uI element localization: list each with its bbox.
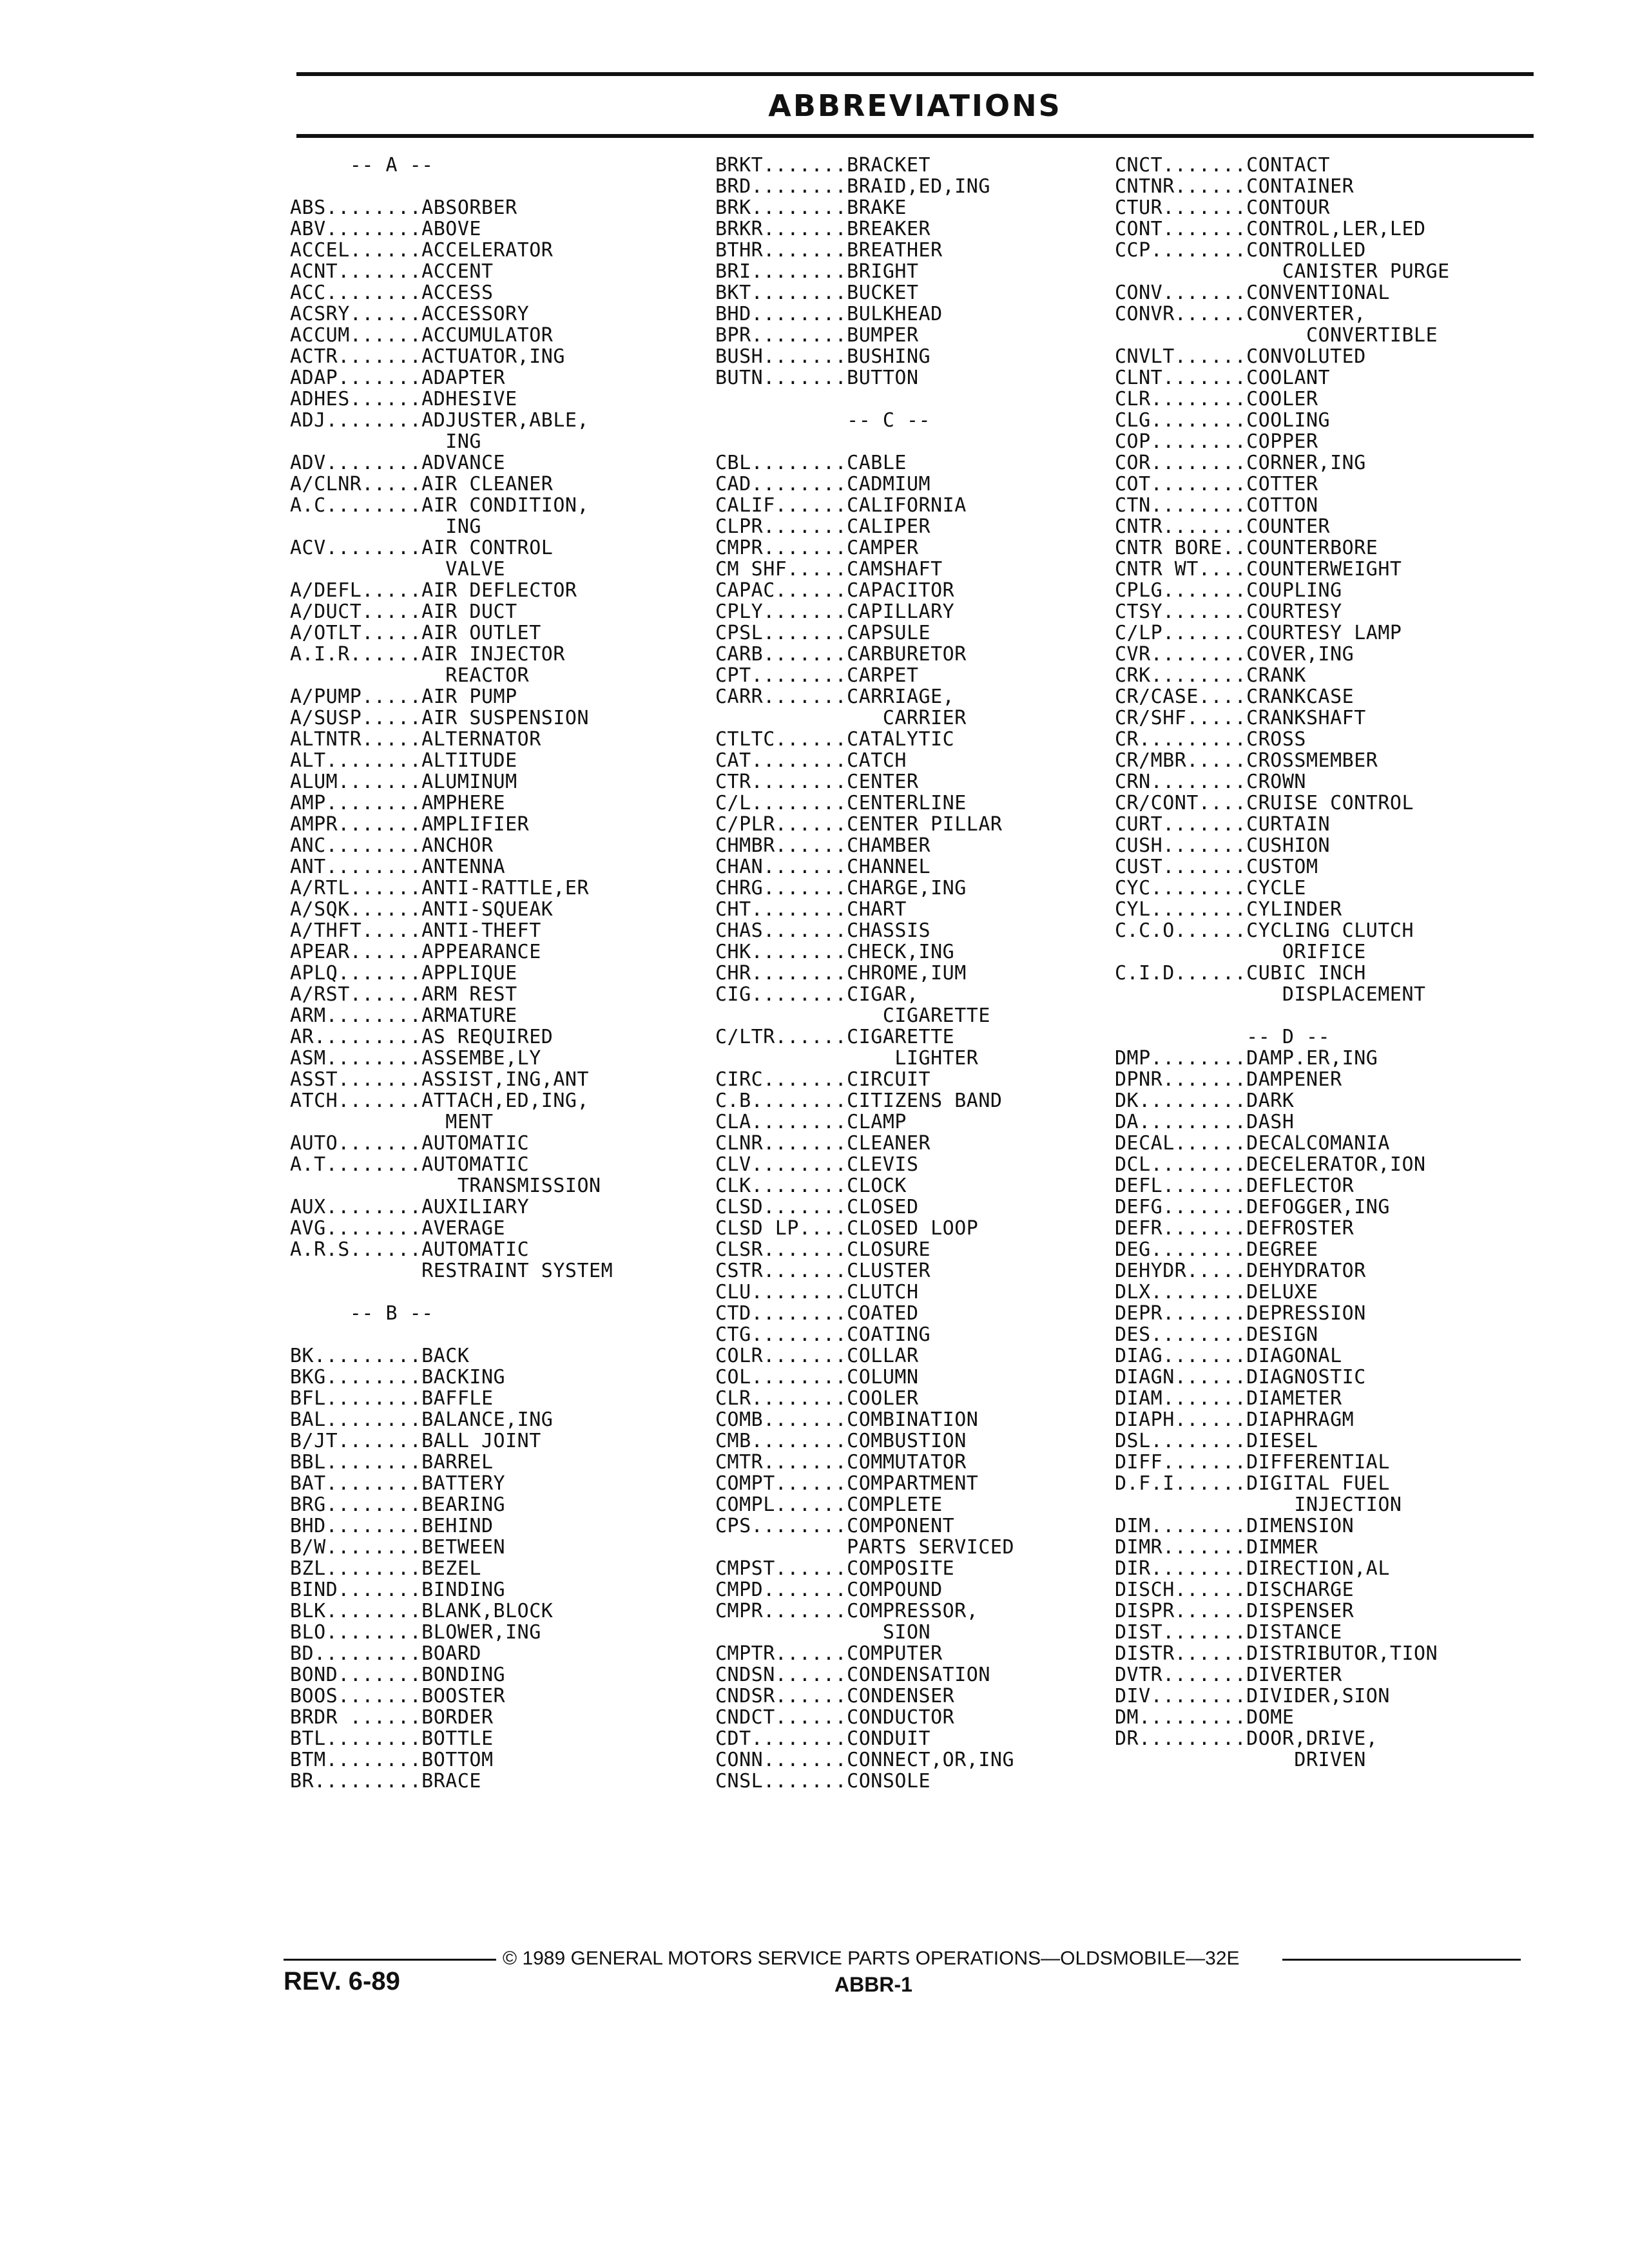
abbreviation-entry: DISCH......DISCHARGE xyxy=(1115,1579,1354,1601)
abbreviation-entry: CLNR.......CLEANER xyxy=(715,1132,931,1155)
abbreviation-entry: CONV.......CONVENTIONAL xyxy=(1115,282,1390,304)
abbreviation-entry: TRANSMISSION xyxy=(290,1175,601,1197)
abbreviation-entry: ADV........ADVANCE xyxy=(290,452,506,474)
abbreviation-entry: A/RST......ARM REST xyxy=(290,983,517,1006)
abbreviation-entry: DVTR.......DIVERTER xyxy=(1115,1664,1342,1686)
abbreviation-entry: BR.........BRACE xyxy=(290,1770,481,1792)
abbreviation-entry: MENT xyxy=(290,1111,494,1133)
abbreviation-entry: CNTNR......CONTAINER xyxy=(1115,175,1354,198)
abbreviation-entry: D.F.I......DIGITAL FUEL xyxy=(1115,1472,1390,1495)
abbreviation-entry: AVG........AVERAGE xyxy=(290,1217,506,1240)
abbreviation-entry: CNCT.......CONTACT xyxy=(1115,154,1331,177)
abbreviation-entry: COMB.......COMBINATION xyxy=(715,1408,979,1431)
abbreviation-entry: INJECTION xyxy=(1115,1494,1402,1516)
abbreviation-entry: CLV........CLEVIS xyxy=(715,1153,919,1176)
abbreviation-entry: CLR........COOLER xyxy=(1115,388,1318,410)
abbreviation-entry: ASST.......ASSIST,ING,ANT xyxy=(290,1068,590,1091)
abbreviation-entry: CNTR WT....COUNTERWEIGHT xyxy=(1115,558,1402,581)
abbreviation-entry: DIAPH......DIAPHRAGM xyxy=(1115,1408,1354,1431)
abbreviation-entry: CONN.......CONNECT,OR,ING xyxy=(715,1749,1015,1771)
abbreviation-entry: BRD........BRAID,ED,ING xyxy=(715,175,990,198)
page-title: ABBREVIATIONS xyxy=(768,88,1062,123)
abbreviation-entry: LIGHTER xyxy=(715,1047,979,1070)
abbreviation-entry: BD.........BOARD xyxy=(290,1642,481,1665)
abbreviation-entry: BRG........BEARING xyxy=(290,1494,506,1516)
abbreviation-entry: A.T........AUTOMATIC xyxy=(290,1153,530,1176)
abbreviation-entry: A/DEFL.....AIR DEFLECTOR xyxy=(290,579,577,602)
abbreviation-entry: A.R.S......AUTOMATIC xyxy=(290,1238,530,1261)
abbreviation-entry: AMP........AMPHERE xyxy=(290,792,506,814)
section-heading: -- B -- xyxy=(290,1302,434,1325)
abbreviation-entry: ASM........ASSEMBE,LY xyxy=(290,1047,541,1070)
abbreviation-entry: B/JT.......BALL JOINT xyxy=(290,1430,541,1452)
abbreviation-entry: BZL........BEZEL xyxy=(290,1557,481,1580)
abbreviation-entry: BTL........BOTTLE xyxy=(290,1727,494,1750)
abbreviation-entry: DEG........DEGREE xyxy=(1115,1238,1318,1261)
abbreviation-entry: CUST.......CUSTOM xyxy=(1115,856,1318,878)
abbreviation-entry: BPR........BUMPER xyxy=(715,324,919,347)
abbreviation-entry: CNTR BORE..COUNTERBORE xyxy=(1115,537,1378,559)
abbreviation-entry: DIAG.......DIAGONAL xyxy=(1115,1345,1342,1367)
abbreviation-entry: CUSH.......CUSHION xyxy=(1115,834,1331,857)
abbreviation-entry: CHAN.......CHANNEL xyxy=(715,856,931,878)
abbreviation-entry: CAPAC......CAPACITOR xyxy=(715,579,955,602)
abbreviation-entry: COLR.......COLLAR xyxy=(715,1345,919,1367)
section-heading: -- D -- xyxy=(1115,1026,1331,1048)
abbreviation-entry: DISTR......DISTRIBUTOR,TION xyxy=(1115,1642,1438,1665)
abbreviation-entry: CMPTR......COMPUTER xyxy=(715,1642,943,1665)
abbreviation-entry: A/DUCT.....AIR DUCT xyxy=(290,601,517,623)
abbreviation-entry: AUX........AUXILIARY xyxy=(290,1196,530,1218)
abbreviation-entry: CMPST......COMPOSITE xyxy=(715,1557,955,1580)
abbreviation-entry: ABS........ABSORBER xyxy=(290,197,517,219)
abbreviation-entry: ORIFICE xyxy=(1115,941,1366,963)
abbreviation-entry: ACNT.......ACCENT xyxy=(290,260,494,283)
abbreviation-entry: CTD........COATED xyxy=(715,1302,919,1325)
abbreviation-entry: PARTS SERVICED xyxy=(715,1536,1015,1559)
abbreviation-entry: CNDSN......CONDENSATION xyxy=(715,1664,990,1686)
abbreviation-entry: DA.........DASH xyxy=(1115,1111,1295,1133)
abbreviation-entry: CLPR.......CALIPER xyxy=(715,515,931,538)
abbreviation-entry: BKG........BACKING xyxy=(290,1366,506,1389)
abbreviation-entry: CM SHF.....CAMSHAFT xyxy=(715,558,943,581)
abbreviation-entry: CONT.......CONTROL,LER,LED xyxy=(1115,218,1426,240)
abbreviation-entry: CIG........CIGAR, xyxy=(715,983,919,1006)
abbreviation-entry: CMTR.......COMMUTATOR xyxy=(715,1451,967,1474)
abbreviation-entry: AR.........AS REQUIRED xyxy=(290,1026,554,1048)
abbreviation-entry: AMPR.......AMPLIFIER xyxy=(290,813,530,836)
abbreviation-entry: ADAP.......ADAPTER xyxy=(290,367,506,389)
title-rule xyxy=(296,134,1534,138)
abbreviation-entry: CALIF......CALIFORNIA xyxy=(715,494,967,517)
abbreviation-entry: CIRC.......CIRCUIT xyxy=(715,1068,931,1091)
section-heading: -- A -- xyxy=(290,154,434,177)
abbreviation-entry: BOND.......BONDING xyxy=(290,1664,506,1686)
abbreviation-entry: BK.........BACK xyxy=(290,1345,470,1367)
abbreviation-entry: REACTOR xyxy=(290,664,530,687)
abbreviation-entry: ACTR.......ACTUATOR,ING xyxy=(290,345,565,368)
abbreviation-entry: BTHR.......BREATHER xyxy=(715,239,943,262)
abbreviation-entry: CHRG.......CHARGE,ING xyxy=(715,877,967,899)
abbreviation-entry: C/PLR......CENTER PILLAR xyxy=(715,813,1003,836)
abbreviation-entry: CLSR.......CLOSURE xyxy=(715,1238,931,1261)
abbreviation-entry: BOOS.......BOOSTER xyxy=(290,1685,506,1707)
abbreviation-entry: CNDSR......CONDENSER xyxy=(715,1685,955,1707)
footer-rule-left xyxy=(284,1959,496,1961)
abbreviation-entry: BBL........BARREL xyxy=(290,1451,494,1474)
abbreviation-entry: CARR.......CARRIAGE, xyxy=(715,686,955,708)
abbreviation-entry: CMPD.......COMPOUND xyxy=(715,1579,943,1601)
abbreviation-entry: CHT........CHART xyxy=(715,898,907,921)
abbreviation-entry: A.C........AIR CONDITION, xyxy=(290,494,590,517)
abbreviation-entry: CTSY.......COURTESY xyxy=(1115,601,1342,623)
abbreviation-entry: CLSD.......CLOSED xyxy=(715,1196,919,1218)
abbreviation-entry: ING xyxy=(290,515,481,538)
abbreviation-entry: A/SUSP.....AIR SUSPENSION xyxy=(290,707,590,729)
abbreviation-entry: CLG........COOLING xyxy=(1115,409,1331,432)
abbreviation-entry: CR.........CROSS xyxy=(1115,728,1306,751)
abbreviation-entry: BLK........BLANK,BLOCK xyxy=(290,1600,554,1622)
abbreviation-entry: BAT........BATTERY xyxy=(290,1472,506,1495)
abbreviation-entry: COMPT......COMPARTMENT xyxy=(715,1472,979,1495)
abbreviation-entry: ANC........ANCHOR xyxy=(290,834,494,857)
abbreviation-entry: CR/CONT....CRUISE CONTROL xyxy=(1115,792,1414,814)
abbreviation-entry: DIAM.......DIAMETER xyxy=(1115,1387,1342,1410)
abbreviation-entry: CNDCT......CONDUCTOR xyxy=(715,1706,955,1729)
abbreviation-entry: COT........COTTER xyxy=(1115,473,1318,495)
abbreviation-entry: DECAL......DECALCOMANIA xyxy=(1115,1132,1390,1155)
column-1 xyxy=(290,155,613,1792)
abbreviation-entry: COR........CORNER,ING xyxy=(1115,452,1366,474)
abbreviation-entry: DLX........DELUXE xyxy=(1115,1281,1318,1303)
abbreviation-entry: ACV........AIR CONTROL xyxy=(290,537,554,559)
abbreviation-entry: CTN........COTTON xyxy=(1115,494,1318,517)
abbreviation-entry: BUTN.......BUTTON xyxy=(715,367,919,389)
blank-line xyxy=(290,1324,613,1345)
abbreviation-entry: CRK........CRANK xyxy=(1115,664,1306,687)
abbreviation-entry: A/CLNR.....AIR CLEANER xyxy=(290,473,554,495)
abbreviation-entry: CR/SHF.....CRANKSHAFT xyxy=(1115,707,1366,729)
abbreviation-entry: CCP........CONTROLLED xyxy=(1115,239,1366,262)
abbreviation-entry: CLNT.......COOLANT xyxy=(1115,367,1331,389)
abbreviation-entry: B/W........BETWEEN xyxy=(290,1536,506,1559)
abbreviation-entry: C/LP.......COURTESY LAMP xyxy=(1115,622,1402,644)
abbreviation-entry: BRK........BRAKE xyxy=(715,197,907,219)
abbreviation-entry: DIST.......DISTANCE xyxy=(1115,1621,1342,1644)
blank-line xyxy=(1115,1005,1450,1026)
abbreviation-entry: CAT........CATCH xyxy=(715,749,907,772)
abbreviation-entry: BTM........BOTTOM xyxy=(290,1749,494,1771)
abbreviation-entry: C/LTR......CIGARETTE xyxy=(715,1026,955,1048)
abbreviation-entry: CHR........CHROME,IUM xyxy=(715,962,967,985)
abbreviation-entry: ING xyxy=(290,430,481,453)
abbreviation-entry: CPT........CARPET xyxy=(715,664,919,687)
abbreviation-entry: CDT........CONDUIT xyxy=(715,1727,931,1750)
abbreviation-entry: AUTO.......AUTOMATIC xyxy=(290,1132,530,1155)
abbreviation-entry: CSTR.......CLUSTER xyxy=(715,1260,931,1282)
abbreviation-entry: BAL........BALANCE,ING xyxy=(290,1408,554,1431)
abbreviation-entry: CLR........COOLER xyxy=(715,1387,919,1410)
abbreviation-entry: DIMR.......DIMMER xyxy=(1115,1536,1318,1559)
abbreviation-entry: ACC........ACCESS xyxy=(290,282,494,304)
abbreviation-entry: DPNR.......DAMPENER xyxy=(1115,1068,1342,1091)
abbreviation-entry: BRKR.......BREAKER xyxy=(715,218,931,240)
abbreviation-entry: APLQ.......APPLIQUE xyxy=(290,962,517,985)
abbreviation-entry: DK.........DARK xyxy=(1115,1090,1295,1112)
abbreviation-entry: BHD........BEHIND xyxy=(290,1515,494,1537)
abbreviation-entry: CTLTC......CATALYTIC xyxy=(715,728,955,751)
abbreviation-entry: BRKT.......BRACKET xyxy=(715,154,931,177)
abbreviation-entry: DEHYDR.....DEHYDRATOR xyxy=(1115,1260,1366,1282)
abbreviation-entry: DIV........DIVIDER,SION xyxy=(1115,1685,1390,1707)
abbreviation-entry: DM.........DOME xyxy=(1115,1706,1295,1729)
abbreviation-entry: BLO........BLOWER,ING xyxy=(290,1621,541,1644)
abbreviation-entry: BRI........BRIGHT xyxy=(715,260,919,283)
abbreviation-entry: BRDR ......BORDER xyxy=(290,1706,494,1729)
abbreviation-entry: DIM........DIMENSION xyxy=(1115,1515,1354,1537)
blank-line xyxy=(715,389,1014,410)
abbreviation-entry: APEAR......APPEARANCE xyxy=(290,941,541,963)
abbreviation-entry: BUSH.......BUSHING xyxy=(715,345,931,368)
revision-label: REV. 6-89 xyxy=(284,1967,400,1995)
abbreviation-entry: CLSD LP....CLOSED LOOP xyxy=(715,1217,979,1240)
abbreviation-entry: C.B........CITIZENS BAND xyxy=(715,1090,1003,1112)
abbreviation-entry: CR/CASE....CRANKCASE xyxy=(1115,686,1354,708)
blank-line xyxy=(715,431,1014,452)
abbreviation-entry: ALTNTR.....ALTERNATOR xyxy=(290,728,541,751)
abbreviation-entry: CIGARETTE xyxy=(715,1004,990,1027)
abbreviation-entry: COL........COLUMN xyxy=(715,1366,919,1389)
abbreviation-entry: ADJ........ADJUSTER,ABLE, xyxy=(290,409,590,432)
abbreviation-entry: BIND.......BINDING xyxy=(290,1579,506,1601)
abbreviation-entry: COMPL......COMPLETE xyxy=(715,1494,943,1516)
abbreviation-entry: CHAS.......CHASSIS xyxy=(715,919,931,942)
abbreviation-entry: CANISTER PURGE xyxy=(1115,260,1450,283)
abbreviation-entry: ANT........ANTENNA xyxy=(290,856,506,878)
abbreviation-entry: RESTRAINT SYSTEM xyxy=(290,1260,613,1282)
abbreviation-entry: A/PUMP.....AIR PUMP xyxy=(290,686,517,708)
column-3 xyxy=(1115,155,1450,1771)
abbreviation-entry: ATCH.......ATTACH,ED,ING, xyxy=(290,1090,590,1112)
blank-line xyxy=(290,176,613,197)
abbreviation-entry: ALUM.......ALUMINUM xyxy=(290,771,517,793)
section-heading: -- C -- xyxy=(715,409,931,432)
abbreviation-entry: DSL........DIESEL xyxy=(1115,1430,1318,1452)
abbreviation-entry: ACCEL......ACCELERATOR xyxy=(290,239,554,262)
abbreviation-entry: C/L........CENTERLINE xyxy=(715,792,967,814)
abbreviation-entry: CMPR.......COMPRESSOR, xyxy=(715,1600,979,1622)
abbreviation-entry: DEFR.......DEFROSTER xyxy=(1115,1217,1354,1240)
abbreviation-entry: CTUR.......CONTOUR xyxy=(1115,197,1331,219)
footer-rule-right xyxy=(1282,1959,1521,1961)
abbreviation-entry: CHK........CHECK,ING xyxy=(715,941,955,963)
abbreviation-entry: CAD........CADMIUM xyxy=(715,473,931,495)
abbreviation-entry: A/THFT.....ANTI-THEFT xyxy=(290,919,541,942)
abbreviation-entry: C.C.O......CYCLING CLUTCH xyxy=(1115,919,1414,942)
abbreviation-entry: ALT........ALTITUDE xyxy=(290,749,517,772)
abbreviation-entry: DEFG.......DEFOGGER,ING xyxy=(1115,1196,1390,1218)
abbreviation-entry: BHD........BULKHEAD xyxy=(715,303,943,325)
abbreviation-entry: CPSL.......CAPSULE xyxy=(715,622,931,644)
blank-line xyxy=(290,1282,613,1303)
abbreviation-entry: CBL........CABLE xyxy=(715,452,907,474)
abbreviation-entry: DISPR......DISPENSER xyxy=(1115,1600,1354,1622)
abbreviation-entry: ADHES......ADHESIVE xyxy=(290,388,517,410)
abbreviation-entry: SION xyxy=(715,1621,931,1644)
abbreviation-entry: DIFF.......DIFFERENTIAL xyxy=(1115,1451,1390,1474)
abbreviation-entry: DISPLACEMENT xyxy=(1115,983,1426,1006)
abbreviation-entry: BKT........BUCKET xyxy=(715,282,919,304)
abbreviation-entry: CNTR.......COUNTER xyxy=(1115,515,1331,538)
abbreviation-entry: DCL........DECELERATOR,ION xyxy=(1115,1153,1426,1176)
abbreviation-entry: CARB.......CARBURETOR xyxy=(715,643,967,666)
abbreviation-entry: CRN........CROWN xyxy=(1115,771,1306,793)
abbreviation-entry: CPLY.......CAPILLARY xyxy=(715,601,955,623)
abbreviation-entry: DIR........DIRECTION,AL xyxy=(1115,1557,1390,1580)
abbreviation-entry: ARM........ARMATURE xyxy=(290,1004,517,1027)
abbreviation-entry: CVR........COVER,ING xyxy=(1115,643,1354,666)
abbreviation-entry: DEPR.......DEPRESSION xyxy=(1115,1302,1366,1325)
abbreviation-entry: CPS........COMPONENT xyxy=(715,1515,955,1537)
footer-copyright: © 1989 GENERAL MOTORS SERVICE PARTS OPERATIONS—OLDSMOBILE—32E xyxy=(503,1948,1240,1969)
abbreviation-entry: CMPR.......CAMPER xyxy=(715,537,919,559)
abbreviation-entry: CLA........CLAMP xyxy=(715,1111,907,1133)
abbreviation-entry: DR.........DOOR,DRIVE, xyxy=(1115,1727,1378,1750)
abbreviation-entry: A.I.R......AIR INJECTOR xyxy=(290,643,565,666)
abbreviation-entry: DEFL.......DEFLECTOR xyxy=(1115,1175,1354,1197)
abbreviation-entry: BFL........BAFFLE xyxy=(290,1387,494,1410)
abbreviation-entry: CURT.......CURTAIN xyxy=(1115,813,1331,836)
abbreviation-entry: VALVE xyxy=(290,558,506,581)
abbreviation-entry: CHMBR......CHAMBER xyxy=(715,834,931,857)
abbreviation-entry: CNSL.......CONSOLE xyxy=(715,1770,931,1792)
abbreviation-entry: ACCUM......ACCUMULATOR xyxy=(290,324,554,347)
abbreviation-entry: CNVLT......CONVOLUTED xyxy=(1115,345,1366,368)
abbreviation-entry: CLU........CLUTCH xyxy=(715,1281,919,1303)
abbreviation-entry: COP........COPPER xyxy=(1115,430,1318,453)
abbreviation-entry: CYC........CYCLE xyxy=(1115,877,1306,899)
abbreviation-entry: CLK........CLOCK xyxy=(715,1175,907,1197)
abbreviation-entry: CPLG.......COUPLING xyxy=(1115,579,1342,602)
abbreviation-entry: C.I.D......CUBIC INCH xyxy=(1115,962,1366,985)
abbreviation-entry: ACSRY......ACCESSORY xyxy=(290,303,530,325)
abbreviation-entry: CMB........COMBUSTION xyxy=(715,1430,967,1452)
abbreviation-entry: CR/MBR.....CROSSMEMBER xyxy=(1115,749,1378,772)
abbreviation-entry: CYL........CYLINDER xyxy=(1115,898,1342,921)
page-number: ABBR-1 xyxy=(834,1973,912,1996)
abbreviation-entry: ABV........ABOVE xyxy=(290,218,481,240)
abbreviation-entry: DES........DESIGN xyxy=(1115,1323,1318,1346)
abbreviation-entry: CTR........CENTER xyxy=(715,771,919,793)
column-2 xyxy=(715,155,1014,1792)
abbreviation-entry: CARRIER xyxy=(715,707,967,729)
abbreviation-entry: A/RTL......ANTI-RATTLE,ER xyxy=(290,877,590,899)
top-rule xyxy=(296,72,1534,76)
abbreviation-entry: CTG........COATING xyxy=(715,1323,931,1346)
abbreviation-entry: A/SQK......ANTI-SQUEAK xyxy=(290,898,554,921)
abbreviation-entry: DIAGN......DIAGNOSTIC xyxy=(1115,1366,1366,1389)
abbreviation-entry: CONVERTIBLE xyxy=(1115,324,1438,347)
abbreviation-entry: CONVR......CONVERTER, xyxy=(1115,303,1366,325)
abbreviation-entry: A/OTLT.....AIR OUTLET xyxy=(290,622,541,644)
abbreviation-entry: DMP........DAMP.ER,ING xyxy=(1115,1047,1378,1070)
abbreviation-entry: DRIVEN xyxy=(1115,1749,1366,1771)
